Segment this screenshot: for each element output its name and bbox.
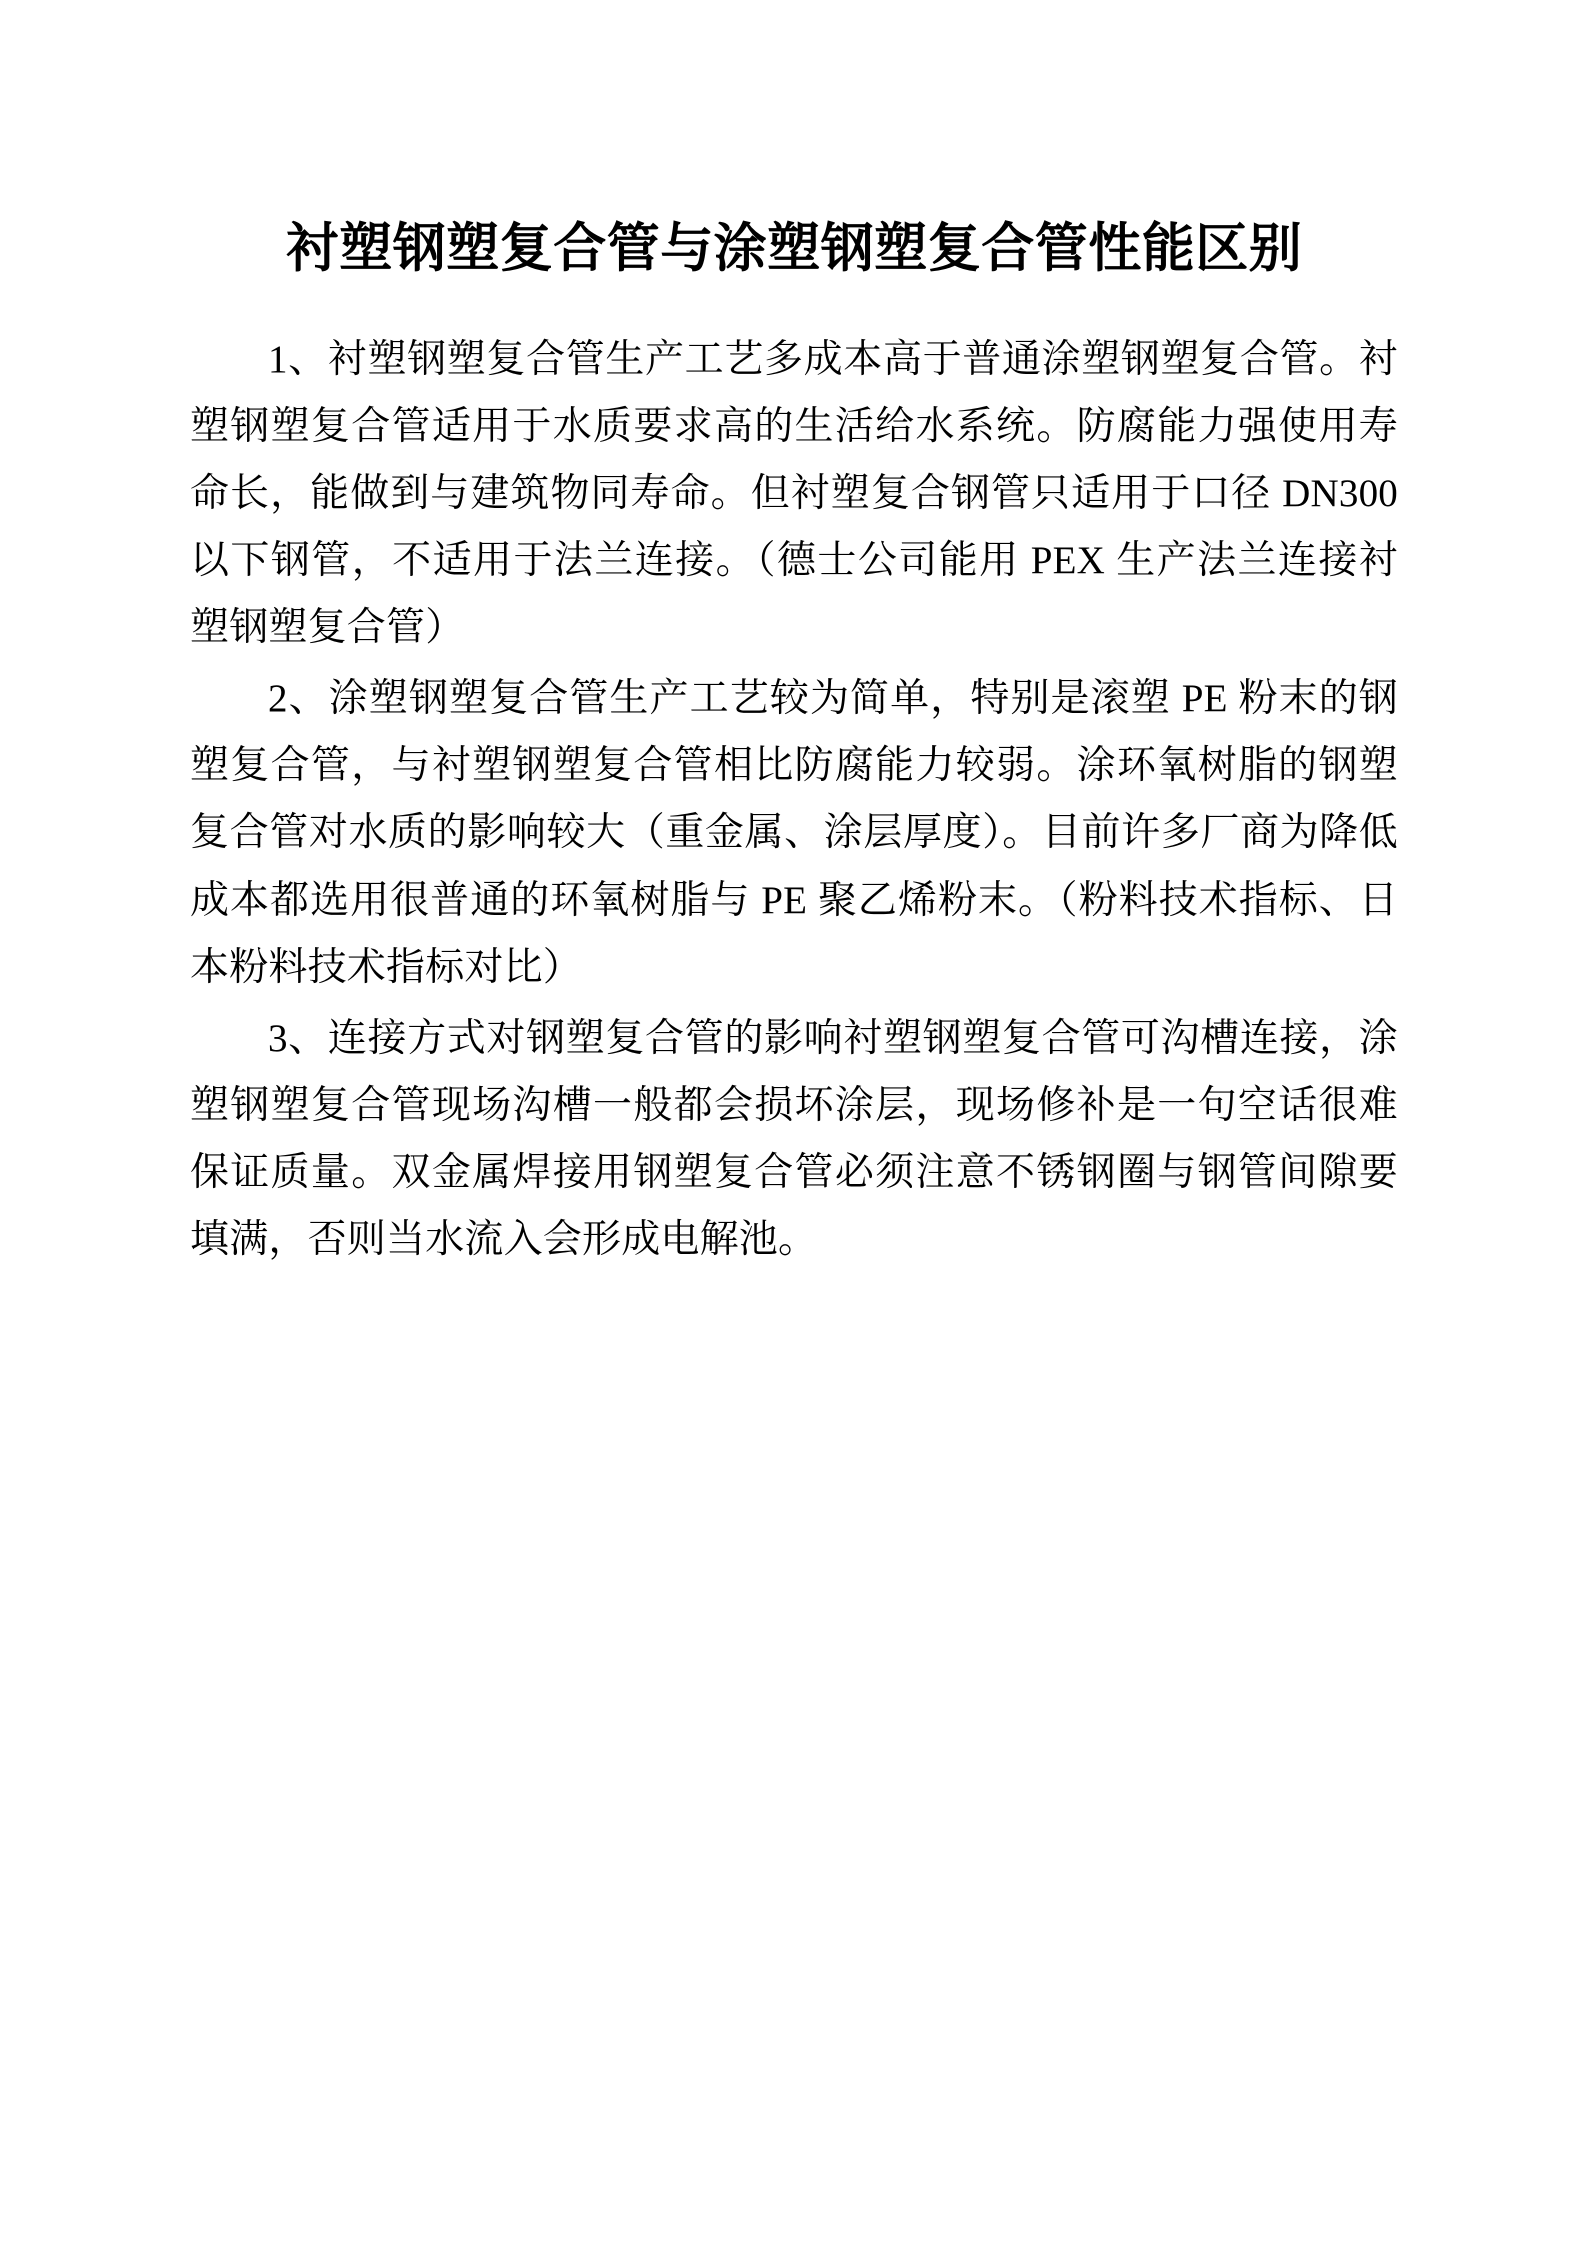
paragraph-3: 3、连接方式对钢塑复合管的影响衬塑钢塑复合管可沟槽连接，涂塑钢塑复合管现场沟槽一般都会损坏涂层，现场修补是一句空话很难保证质量。双金属焊接用钢塑复合管必须注意不锈钢圈与钢管间隙要填满，否则当水流入会形成电解池。 [190, 1016, 1398, 1261]
page-title: 衬塑钢塑复合管与涂塑钢塑复合管性能区别 [285, 220, 1303, 278]
paragraph-1: 1、衬塑钢塑复合管生产工艺多成本高于普通涂塑钢塑复合管。衬塑钢塑复合管适用于水质要求高的生活给水系统。防腐能力强使用寿命长，能做到与建筑物同寿命。但衬塑复合钢管只适用于口径 DN300 以下钢管，不适用于法兰连接。（德士公司能用 PEX 生产法兰连接衬塑钢塑复合管） [190, 337, 1398, 650]
paragraph-2: 2、涂塑钢塑复合管生产工艺较为简单，特别是滚塑 PE 粉末的钢塑复合管，与衬塑钢塑复合管相比防腐能力较弱。涂环氧树脂的钢塑复合管对水质的影响较大（重金属、涂层厚度）。目前许多厂商为降低成本都选用很普通的环氧树脂与 PE 聚乙烯粉末。（粉料技术指标、日本粉料技术指标对比） [190, 677, 1398, 989]
